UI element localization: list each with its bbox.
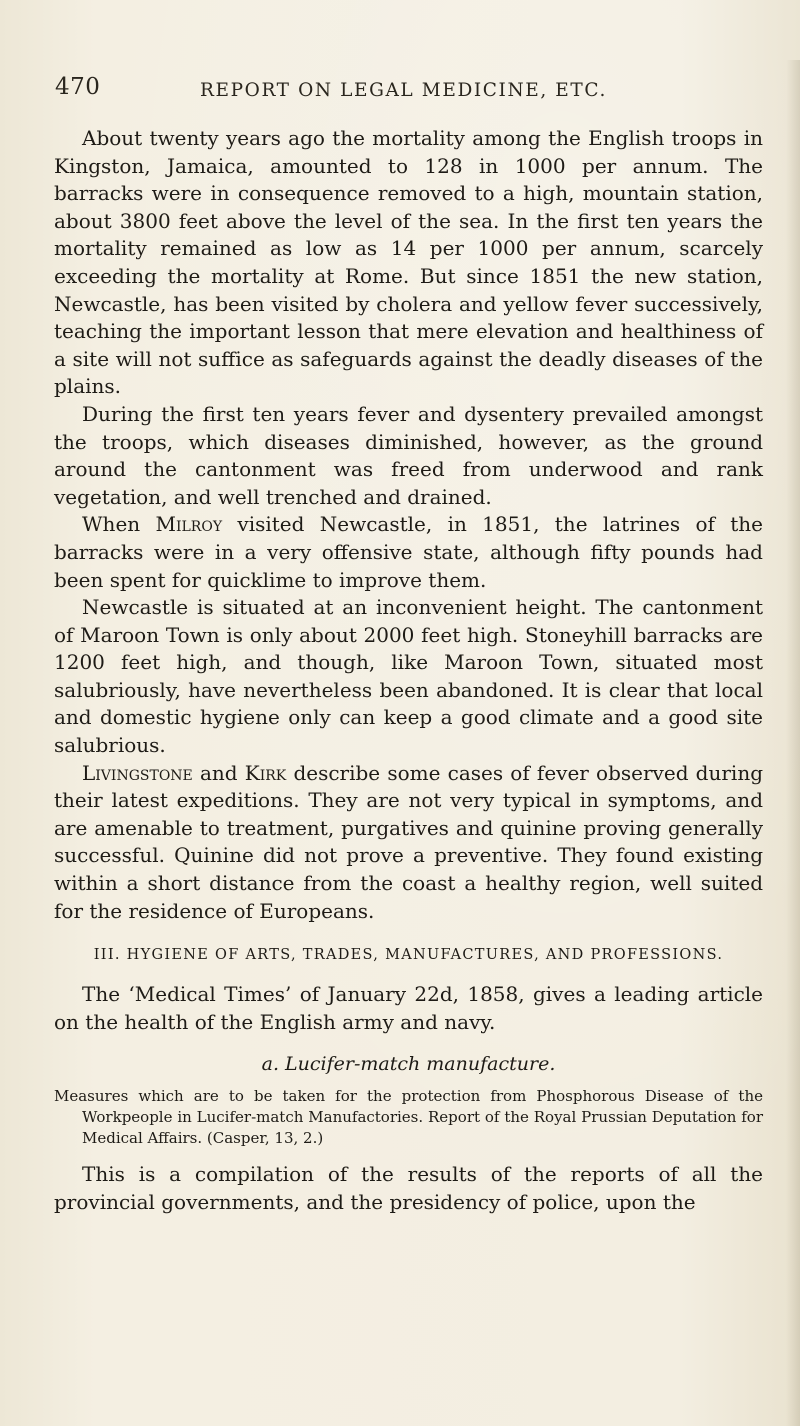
running-head [55,74,755,108]
reference-note: Measures which are to be taken for the protection from Phosphorous Disease of the Workpeople in Lucifer-match Manufactories. Report of the Royal Prussian Deputation for Medical Affairs. (Casper, 13, 2.) [54,1087,763,1148]
paragraph-kingston: About twenty years ago the mortality among the English troops in Kingston, Jamaica, amounted to 128 in 1000 per annum. The barracks were in consequence removed to a high, mountain station, about 3800 feet above the level of the sea. In the first ten years the mortality remained as low as 14 per 1000 per annum, scarcely exceeding the mortality at Rome. But since 1851 the new station, Newcastle, has been visited by cholera and yellow fever successively, teaching the important lesson that mere elevation and healthiness of a site will not suffice as safeguards against the deadly diseases of the plains. [54,126,763,399]
author-kirk: Kirk [244,760,287,785]
page-edge-shadow [786,60,800,1426]
paragraph-fever-dysentery: During the first ten years fever and dysentery prevailed amongst the troops, which diseases diminished, however, as the ground around the cantonment was freed from underwood and rank vegetation, and well trenched and drained. [54,401,763,509]
paragraph-milroy [54,511,763,594]
author-milroy: Milroy [155,512,223,537]
livingstone-and: and [192,760,245,785]
subheading-lucifer-match: a. Lucifer-match manufacture. [261,1053,556,1076]
body-text [54,125,763,1217]
running-title: REPORT ON LEGAL MEDICINE, ETC. [200,80,607,101]
paragraph-newcastle: Newcastle is situated at an inconvenient height. The cantonment of Maroon Town is only about 2000 feet high. Stoneyhill barracks are 1200 feet high, and though, like Maroon Town, situated most salubriously, have nevertheless been abandoned. It is clear that local and domestic hygiene only can keep a good climate and a good site salubrious. [54,595,763,758]
milroy-lead: When [82,512,156,537]
milroy-text: visited Newcastle, in 1851, the latrines of the barracks were in a very offensive state, although fifty pounds had been spent for quicklime to improve them. [54,512,764,592]
paragraph-medical-times: The ‘Medical Times’ of January 22d, 1858, gives a leading article on the health of the English army and navy. [54,982,763,1034]
author-livingstone: Livingstone [82,760,193,785]
livingstone-text: describe some cases of fever observed during their latest expeditions. They are not very typical in symptoms, and are amenable to treatment, purgatives and quinine proving generally successful. Quinine did not prove a preventive. They found existing within a short distance from the coast a healthy region, well suited for the residence of Europeans. [54,760,764,923]
section-heading: III. HYGIENE OF ARTS, TRADES, MANUFACTURES, AND PROFESSIONS. [93,947,724,964]
paragraph-compilation: This is a compilation of the results of the reports of all the provincial governments, and the presidency of police, upon the [54,1162,763,1214]
paragraph-livingstone [54,760,763,926]
page-number: 470 [55,74,101,100]
